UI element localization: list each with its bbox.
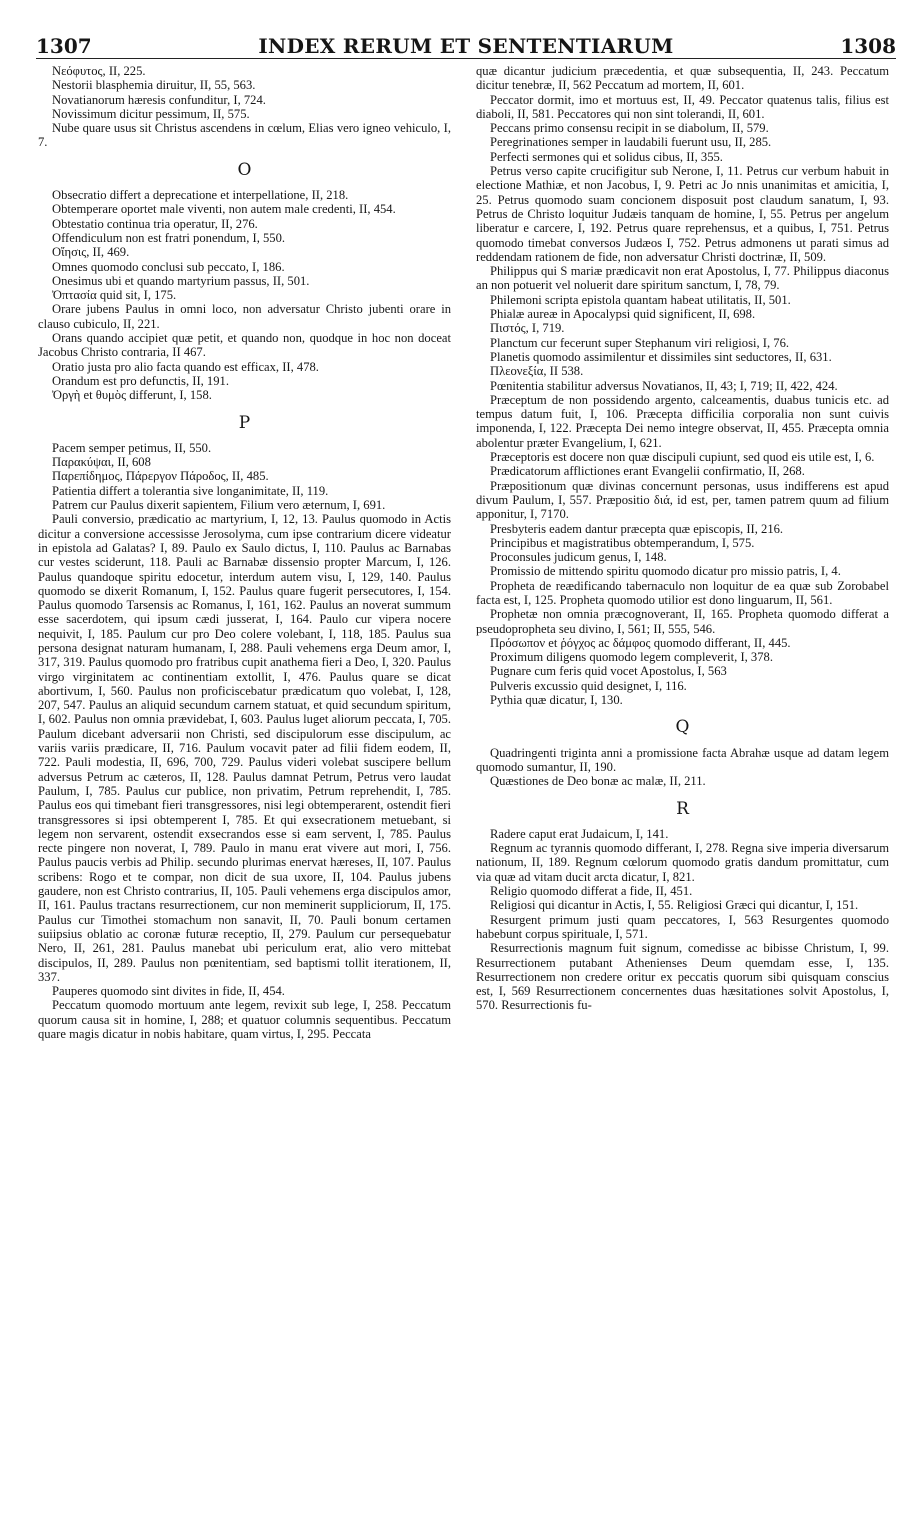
index-entry: Philemoni scripta epistola quantam habeat utilitatis, II, 501. <box>490 292 791 307</box>
index-entry: Præceptum de non possidendo argento, calceamentis, duabus tunicis etc. ad tempus datum fuit, I, 106. Præcepta difficilia corporalia non sunt cuivis imponenda, I, 122. Præcepta Dei nemo integre observat, II, 455. Præcepta omnia abolentur præter Evangelium, I, 621. <box>476 392 889 450</box>
index-entry: Quæstiones de Deo bonæ ac malæ, II, 211. <box>490 774 706 789</box>
index-entry: Phialæ aureæ in Apocalypsi quid significent, II, 698. <box>490 307 756 322</box>
index-entry: Philippus qui S mariæ prædicavit non erat Apostolus, I, 77. Philippus diaconus an non potuerit vel noluerit dare spiritum sanctum, I, 78, 79. <box>476 264 889 293</box>
index-entry: Perfecti sermones qui et solidus cibus, II, 355. <box>490 149 723 164</box>
section-letter-q: Q <box>675 717 690 738</box>
index-entry: Prædicatorum afflictiones erant Evangelii confirmatio, II, 268. <box>490 464 805 479</box>
index-entry: Peregrinationes semper in laudabili fuerunt usu, II, 285. <box>490 135 772 150</box>
right-column <box>476 64 889 1532</box>
index-entry: Pugnare cum feris quid vocet Apostolus, I, 563 <box>490 664 727 679</box>
index-entry: Nube quare usus sit Christus ascendens in cœlum, Elias vero igneo vehiculo, I, 7. <box>38 121 451 150</box>
index-entry: Promissio de mittendo spiritu quomodo dicatur pro missio patris, I, 4. <box>490 564 841 579</box>
index-entry: Planetis quomodo assimilentur et dissimiles sint seductores, II, 631. <box>490 349 832 364</box>
index-entry: Omnes quomodo conclusi sub peccato, I, 186. <box>52 259 285 274</box>
index-entry: Prophetæ non omnia præcognoverant, II, 165. Propheta quomodo differat a pseudopropheta seu divino, I, 561; II, 555, 546. <box>476 607 889 636</box>
index-entry: Oratio justa pro alio facta quando est efficax, II, 478. <box>52 359 319 374</box>
index-entry: Petrus verso capite crucifigitur sub Nerone, I, 11. Petrus cur verbum habuit in electione Mathiæ, et non Jacobus, I, 9. Petri ac Jo nnis unanimitas et amicitia, I, 25. Petrus quomodo suam concionem disposuit post claudum sanatum, I, 93. Petrus de Christo loquitur Judæis tanquam de homine, I, 55. Petrus per angelum liberatur e carcere, I, 192. Petrus quare reprehensus, et a quibus, I, 751. Petrus quomodo timebat conversos Judæos I, 752. Petrus admonens ut parati simus ad reddendam rationem de fide, non adversatur Christi doctrinæ, II, 509. <box>476 164 889 264</box>
index-entry: Principibus et magistratibus obtemperandum, I, 575. <box>490 535 755 550</box>
index-entry: Proximum diligens quomodo legem compleverit, I, 378. <box>490 650 773 665</box>
index-entry: Regnum ac tyrannis quomodo differant, I, 278. Regna sive imperia diversarum nationum, II, 189. Regnum cœlorum quomodo gratis dandum promittatur, cum via quæ ad vitam ducit arcta dicatur, I, 821. <box>476 841 889 884</box>
index-entry: Orare jubens Paulus in omni loco, non adversatur Christo jubenti orare in clauso cubiculo, II, 221. <box>38 302 451 331</box>
index-entry: Pauperes quomodo sint divites in fide, II, 454. <box>52 984 285 999</box>
page-number-right: 1308 <box>840 34 896 58</box>
section-letter-p: P <box>238 412 251 433</box>
index-entry: Ὀπτασία quid sit, I, 175. <box>52 288 177 303</box>
index-entry: Patrem cur Paulus dixerit sapientem, Filium vero æternum, I, 691. <box>52 498 386 513</box>
index-entry: Πλεονεξία, II 538. <box>490 364 584 379</box>
index-entry: Resurrectionis magnum fuit signum, comedisse ac bibisse Christum, I, 99. Resurrectionem putabant Athenienses Deum quemdam esse, I, 135. Resurrectionem non credere oritur ex peccatis quorum sibi quisquam conscius est, I, 569 Resurrectionem concernentes duas hæsitationes solvit Apostolus, I, 570. Resurrectionis fu- <box>476 941 889 1013</box>
index-entry: Pulveris excussio quid designet, I, 116. <box>490 678 687 693</box>
section-letter-r: R <box>676 798 689 819</box>
index-entry: Onesimus ubi et quando martyrium passus, II, 501. <box>52 273 310 288</box>
index-entry: Præceptoris est docere non quæ discipuli cupiunt, sed quod eis utile est, I, 6. <box>490 450 875 465</box>
index-entry: Planctum cur fecerunt super Stephanum viri religiosi, I, 76. <box>490 335 790 350</box>
index-entry: Peccatum quomodo mortuum ante legem, revixit sub lege, I, 258. Peccatum quorum causa sit in homine, I, 288; et quatuor columnis sequentibus. Peccatum quare magis dicatur in nobis habitare, quam virtus, I, 295. Peccata <box>38 998 451 1041</box>
index-entry: Obtestatio continua tria operatur, II, 276. <box>52 216 258 231</box>
index-entry: Radere caput erat Judaicum, I, 141. <box>490 826 669 841</box>
section-letter-o: O <box>237 159 252 180</box>
index-entry: Ὀργὴ et θυμὸς differunt, I, 158. <box>52 388 212 403</box>
index-entry: Obsecratio differt a deprecatione et interpellatione, II, 218. <box>52 188 349 203</box>
index-entry-continued: quæ dicantur judicium præcedentia, et quæ subsequentia, II, 243. Peccatum dicitur tenebræ, II, 562 Peccatum ad mortem, II, 601. <box>476 64 889 93</box>
index-entry: Peccator dormit, imo et mortuus est, II, 49. Peccator quatenus talis, filius est diaboli, II, 581. Peccatores qui non sint tolerandi, II, 601. <box>476 92 889 121</box>
index-entry: Pythia quæ dicatur, I, 130. <box>490 693 623 708</box>
index-entry: Nestorii blasphemia diruitur, II, 55, 563. <box>52 78 256 93</box>
index-entry: Πιστός, I, 719. <box>490 321 565 336</box>
index-entry: Pacem semper petimus, II, 550. <box>52 440 212 455</box>
index-entry: Novatianorum hæresis confunditur, I, 724. <box>52 92 266 107</box>
index-entry: Pœnitentia stabilitur adversus Novatianos, II, 43; I, 719; II, 422, 424. <box>490 378 838 393</box>
index-entry: Resurgent primum justi quam peccatores, I, 563 Resurgentes quomodo habebunt corpus spirituale, I, 571. <box>476 912 889 941</box>
index-entry: Offendiculum non est fratri ponendum, I, 550. <box>52 230 286 245</box>
page-title: INDEX RERUM ET SENTENTIARUM <box>258 34 674 58</box>
index-entry: Πρόσωπον et ῥόγχος ac δάμφος quomodo differant, II, 445. <box>490 635 791 650</box>
index-entry: Patientia differt a tolerantia sive longanimitate, II, 119. <box>52 483 329 498</box>
index-entry: Religiosi qui dicantur in Actis, I, 55. Religiosi Græci qui dicantur, I, 151. <box>490 898 859 913</box>
index-entry: Obtemperare oportet male viventi, non autem male credenti, II, 454. <box>52 202 396 217</box>
index-entry: Quadringenti triginta anni a promissione facta Abrahæ usque ad datam legem quomodo sumantur, II, 190. <box>476 745 889 774</box>
index-entry: Οἴησις, II, 469. <box>52 245 130 260</box>
index-entry: Proconsules judicum genus, I, 148. <box>490 550 667 565</box>
index-entry: Peccans primo consensu recipit in se diabolum, II, 579. <box>490 121 769 136</box>
index-entry: Propheta de reædificando tabernaculo non loquitur de ea quæ sub Zorobabel facta est, I, 125. Propheta quomodo utilior est dono linguarum, II, 561. <box>476 578 889 607</box>
index-entry: Novissimum dicitur pessimum, II, 575. <box>52 106 250 121</box>
index-entry: Orans quando accipiet quæ petit, et quando non, quodque in hoc non doceat Jacobus Christo contraria, II 467. <box>38 331 451 360</box>
page-number-left: 1307 <box>36 34 92 58</box>
index-entry: Νεόφυτος, II, 225. <box>52 64 146 78</box>
index-entry: Religio quomodo differat a fide, II, 451. <box>490 884 693 899</box>
index-entry: Presbyteris eadem dantur præcepta quæ episcopis, II, 216. <box>490 521 784 536</box>
index-entry: Παρεπίδημος, Πάρεργον Πάροδος, II, 485. <box>52 469 269 484</box>
index-entry: Præpositionum quæ divinas concernunt personas, usus indifferens est apud divum Paulum, I, 557. Præpositio διά, id est, per, tamen patrem quum ad filium apponitur, I, 7170. <box>476 478 889 522</box>
index-entry: Παρακύψαι, II, 608 <box>52 455 151 470</box>
left-column <box>38 64 451 1532</box>
running-head <box>36 34 896 59</box>
index-entry-paulus: Pauli conversio, prædicatio ac martyrium, I, 12, 13. Paulus quomodo in Actis dicitur a conversione accessisse Jerosolyma, cum ipse contrarium dicere videatur in epistola ad Galatas? I, 89. Paulo ex Saulo dictus, I, 110. Paulus ac Barnabas cur vestes sciderunt, 118. Pauli ac Barnabæ dissensio propter Marcum, I, 126. Paulus quandoque spiritu edocetur, interdum autem visu, I, 129, 140. Paulus quomodo se dixerit Romanum, I, 152. Paulus quare fugerit persecutores, I, 154. Paulus quomodo Tarsensis ac Romanus, I, 161, 162. Paulus an noverat summum esse sacerdotem, qui ipsum cædi jusserat, I, 164. Paulo cur vipera nocere nequivit, I, 185. Paulum cur pro Deo colere volebant, I, 118, 185. Paulus sua persona designat naturam humanam, I, 288. Pauli vehemens erga Deum amor, I, 317, 319. Paulus quomodo pro fratribus cupit anathema fieri a Deo, I, 320. Paulus virgo virginitatem ac continentiam extollit, I, 476. Paulus quare se dicat abortivum, I, 560. Paulus non proficiscebatur prædicatum quo volebat, I, 128, 207, 547. Paulus an aliquid secundum carnem statuat, et quid secundum spiritum, I, 602. Paulus non omnia prævidebat, I, 603. Paulus luget aliorum peccata, I, 705. Paulum dicebant adversarii non Christi, sed discipulorum esse discipulum, ac variis variis prædicare, II, 716. Paulum vocavit pater ad filii fidem eodem, II, 722. Pauli modestia, II, 696, 700, 729. Paulus videri volebat suscipere bellum adversus Petrum ac cæteros, II, 128. Paulus damnat Petrum, Petrus vero laudat Paulum, I, 785. Paulus cur publice, non privatim, Petrum reprehendit, I, 785. Paulus eos qui timebant fieri transgressores, nisi legi obtemperarent, ostendit fieri transgressores si ipsi obtemperent I, 785. Et qui exsecrationem metuebant, si legem non servarent, ostendit exsecrandos esse si eam servent, I, 785. Paulus recte pingere non noverat, I, 789. Paulo in manu erat vivere aut mori, I, 756. Paulus paucis verbis ad Philip. secundo plurimas enervat hæreses, II, 107. Paulus scribens: Rogo et te compar, non dicit de sua uxore, II, 104. Paulus jubens gaudere, non est Christo contrarius, II, 105. Pauli vehemens erga discipulos amor, II, 161. Paulus tractans resurrectionem, cur non meminerit suppliciorum, II, 175. Paulus cur Timothei stomachum non sanavit, II, 70. Pauli bonum certamen suiipsius oblatio ac coronæ futuræ receptio, II, 279. Paulum cur persequebatur Nero, II, 261, 281. Paulus manebat ubi periculum erat, alio vero mittebat discipulos, II, 289. Paulus non pœnitentiam, sed baptismi tollit iterationem, II, 337. <box>38 512 451 984</box>
index-entry: Orandum est pro defunctis, II, 191. <box>52 373 229 388</box>
